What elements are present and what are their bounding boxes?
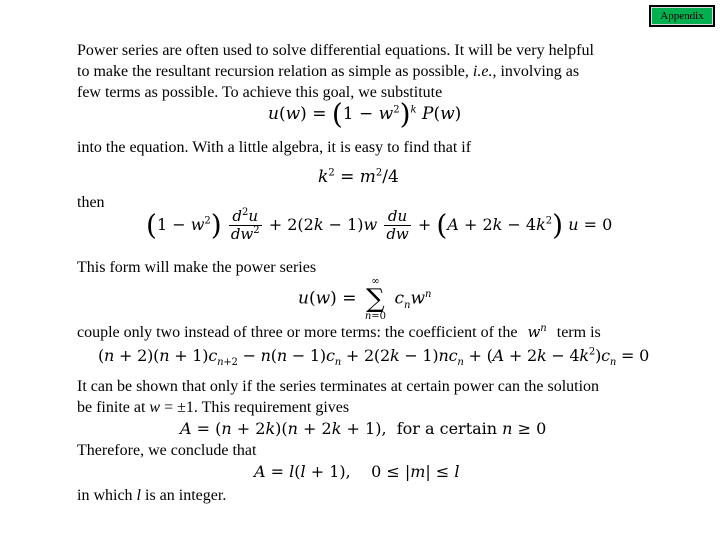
equation-substitution: $u(w) = (1 - w^2)^k$ P(w) — [268, 97, 462, 131]
termination-line-2: be finite at w = ±1. This requirement gives — [77, 399, 350, 416]
appendix-button[interactable] — [649, 5, 715, 27]
summation-symbol: ∞ ∑ n=0 — [364, 276, 387, 322]
equation-ode: $(1 - w^2)$ $\frac{d^2u}{dw^2}$ + 2(2k − 1)w $\frac{du}{dw}$ + $(A + 2k - 4k^2)$ u = 0 — [146, 207, 613, 243]
intro-line-2: to make the resultant recursion relation as simple as possible, i.e., involving as — [77, 63, 580, 80]
paragraph-integer: in which l is an integer. — [77, 487, 227, 504]
paragraph-termination — [77, 376, 697, 418]
paragraph-coefficient: couple only two instead of three or more terms: the coefficient of the $w^n$ term is — [77, 323, 601, 341]
paragraph-then: then — [77, 194, 105, 211]
equation-series: u(w) = ∞ ∑ n=0 $c_nw^n$ — [298, 276, 432, 322]
appendix-label: Appendix — [651, 7, 713, 25]
equation-a-final: A = l(l + 1), 0 ≤ |m| ≤ l — [254, 462, 460, 481]
equation-recursion: $(n + 2)(n + 1)c_{n+2} - n(n - 1)c_n + 2(2k - 1)nc_n + (A + 2k - 4k^2)c_n = 0$ — [98, 346, 650, 369]
intro-line-1: Power series are often used to solve differential equations. It will be very helpful — [77, 42, 594, 59]
equation-a-value: A = (n + 2k)(n + 2k + 1), for a certain n ≥ 0 — [180, 419, 547, 438]
equation-condition: $k^2 = m^2/4$ — [318, 167, 399, 187]
paragraph-power-series: This form will make the power series — [77, 259, 317, 276]
termination-line-1: It can be shown that only if the series terminates at certain power can the solution — [77, 378, 600, 395]
paragraph-conclusion: Therefore, we conclude that — [77, 442, 257, 459]
inline-wn: $w^n$ — [527, 323, 547, 341]
intro-line-3: few terms as possible. To achieve this goal, we substitute — [77, 84, 443, 101]
intro-paragraph — [77, 40, 677, 103]
paragraph-condition-intro: into the equation. With a little algebra, it is easy to find that if — [77, 139, 472, 156]
